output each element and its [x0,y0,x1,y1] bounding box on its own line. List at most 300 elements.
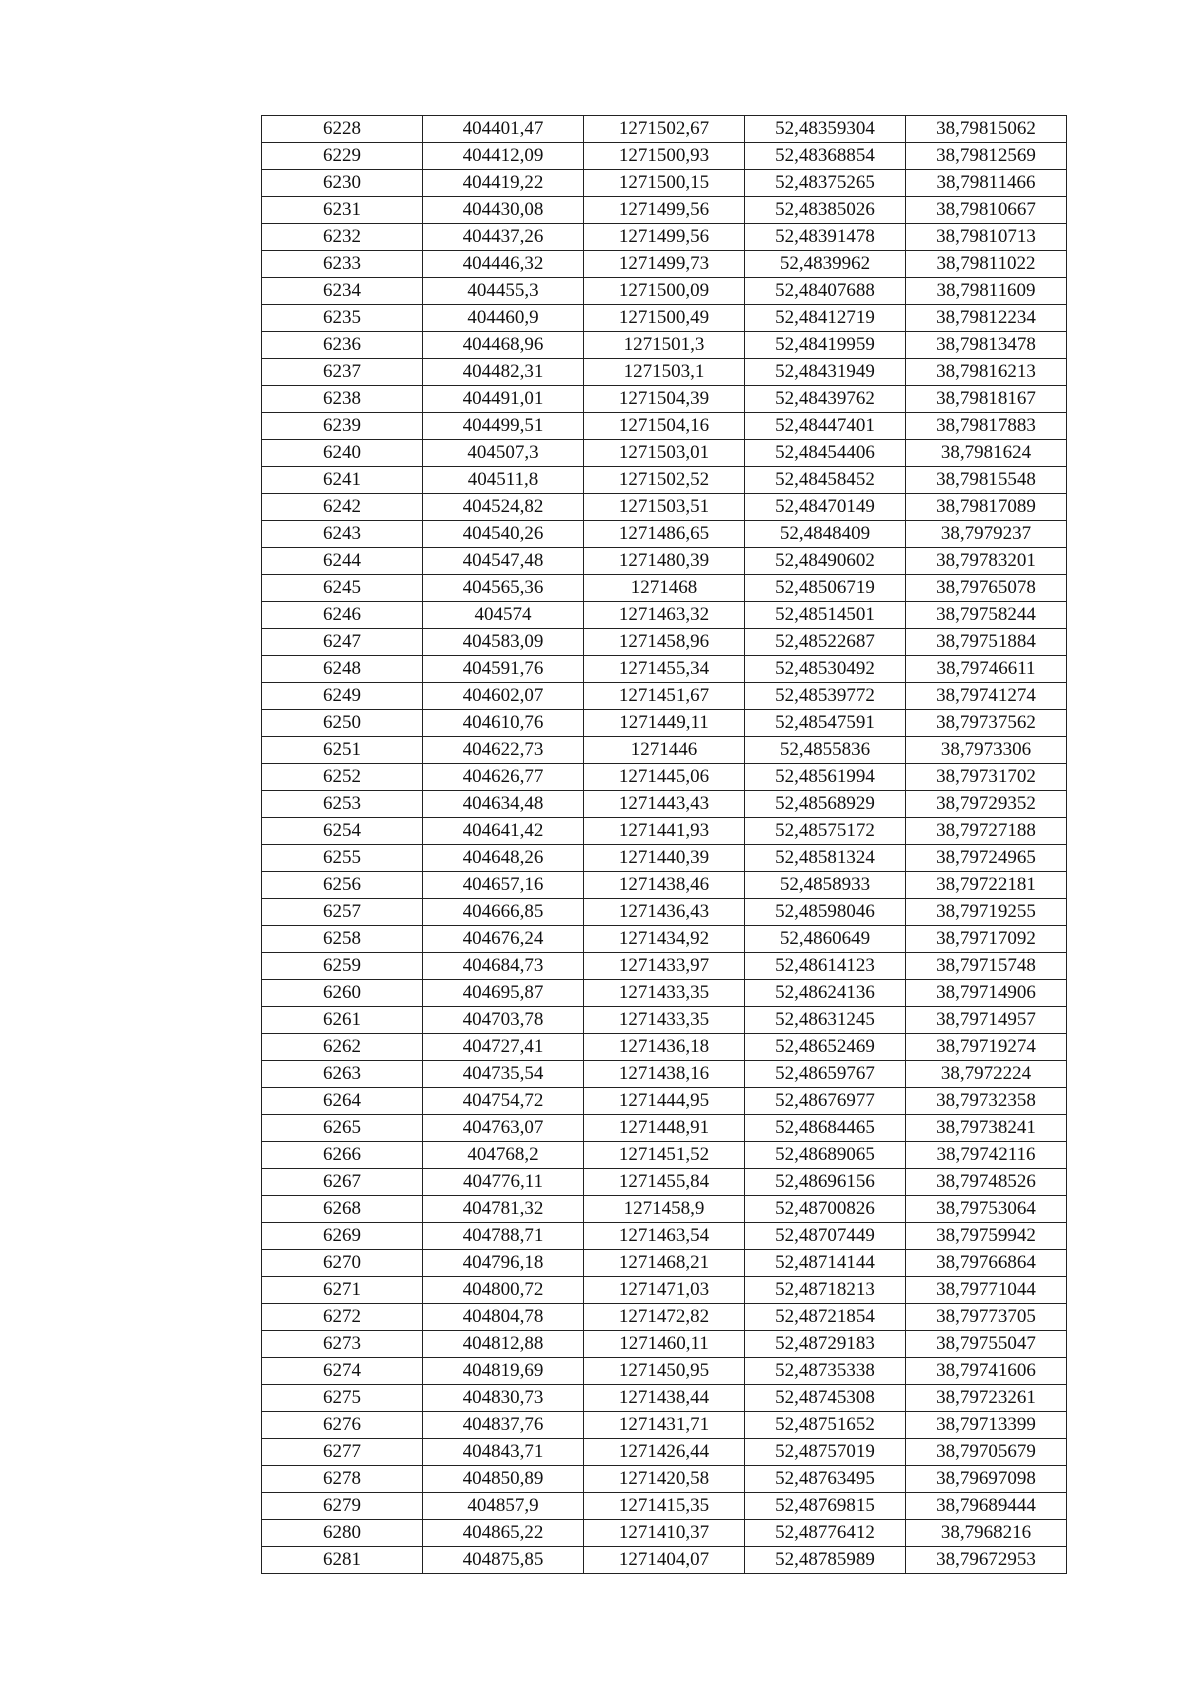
table-row [262,1034,1067,1061]
x-coordinate-cell: 404804,78 [423,1304,584,1331]
x-coordinate-cell: 404735,54 [423,1061,584,1088]
latitude-cell: 52,48676977 [745,1088,906,1115]
x-coordinate-cell: 404507,3 [423,440,584,467]
latitude-cell: 52,4860649 [745,926,906,953]
y-coordinate-cell: 1271480,39 [584,548,745,575]
latitude-cell: 52,48412719 [745,305,906,332]
x-coordinate-cell: 404583,09 [423,629,584,656]
longitude-cell: 38,79811022 [906,251,1067,278]
point-number-cell: 6248 [262,656,423,683]
point-number-cell: 6265 [262,1115,423,1142]
table-row [262,1061,1067,1088]
longitude-cell: 38,79729352 [906,791,1067,818]
latitude-cell: 52,48439762 [745,386,906,413]
table-row [262,764,1067,791]
x-coordinate-cell: 404763,07 [423,1115,584,1142]
table-row [262,1250,1067,1277]
longitude-cell: 38,79741606 [906,1358,1067,1385]
latitude-cell: 52,48385026 [745,197,906,224]
latitude-cell: 52,48696156 [745,1169,906,1196]
longitude-cell: 38,79758244 [906,602,1067,629]
x-coordinate-cell: 404430,08 [423,197,584,224]
table-row [262,1223,1067,1250]
latitude-cell: 52,48506719 [745,575,906,602]
point-number-cell: 6257 [262,899,423,926]
y-coordinate-cell: 1271433,35 [584,1007,745,1034]
table-row [262,1493,1067,1520]
latitude-cell: 52,48539772 [745,683,906,710]
table-row [262,1331,1067,1358]
x-coordinate-cell: 404412,09 [423,143,584,170]
x-coordinate-cell: 404754,72 [423,1088,584,1115]
x-coordinate-cell: 404695,87 [423,980,584,1007]
coordinates-table [261,115,1067,1574]
latitude-cell: 52,4848409 [745,521,906,548]
y-coordinate-cell: 1271460,11 [584,1331,745,1358]
table-row [262,224,1067,251]
latitude-cell: 52,48391478 [745,224,906,251]
point-number-cell: 6241 [262,467,423,494]
x-coordinate-cell: 404602,07 [423,683,584,710]
y-coordinate-cell: 1271502,67 [584,116,745,143]
x-coordinate-cell: 404622,73 [423,737,584,764]
point-number-cell: 6229 [262,143,423,170]
x-coordinate-cell: 404837,76 [423,1412,584,1439]
latitude-cell: 52,48735338 [745,1358,906,1385]
table-row [262,1088,1067,1115]
x-coordinate-cell: 404781,32 [423,1196,584,1223]
point-number-cell: 6258 [262,926,423,953]
longitude-cell: 38,79812234 [906,305,1067,332]
y-coordinate-cell: 1271451,67 [584,683,745,710]
table-row [262,899,1067,926]
table-row [262,1358,1067,1385]
x-coordinate-cell: 404768,2 [423,1142,584,1169]
x-coordinate-cell: 404648,26 [423,845,584,872]
y-coordinate-cell: 1271433,97 [584,953,745,980]
table-row [262,251,1067,278]
coordinates-table-body [262,116,1067,1574]
longitude-cell: 38,79771044 [906,1277,1067,1304]
point-number-cell: 6262 [262,1034,423,1061]
longitude-cell: 38,79714957 [906,1007,1067,1034]
table-row [262,602,1067,629]
longitude-cell: 38,79719255 [906,899,1067,926]
point-number-cell: 6259 [262,953,423,980]
x-coordinate-cell: 404499,51 [423,413,584,440]
table-row [262,737,1067,764]
y-coordinate-cell: 1271458,9 [584,1196,745,1223]
y-coordinate-cell: 1271438,46 [584,872,745,899]
table-row [262,1007,1067,1034]
longitude-cell: 38,79817883 [906,413,1067,440]
longitude-cell: 38,79727188 [906,818,1067,845]
latitude-cell: 52,48514501 [745,602,906,629]
latitude-cell: 52,48375265 [745,170,906,197]
table-row [262,1169,1067,1196]
y-coordinate-cell: 1271433,35 [584,980,745,1007]
y-coordinate-cell: 1271410,37 [584,1520,745,1547]
latitude-cell: 52,48447401 [745,413,906,440]
table-row [262,413,1067,440]
point-number-cell: 6249 [262,683,423,710]
longitude-cell: 38,79723261 [906,1385,1067,1412]
latitude-cell: 52,48530492 [745,656,906,683]
y-coordinate-cell: 1271451,52 [584,1142,745,1169]
x-coordinate-cell: 404565,36 [423,575,584,602]
x-coordinate-cell: 404446,32 [423,251,584,278]
latitude-cell: 52,48575172 [745,818,906,845]
latitude-cell: 52,48419959 [745,332,906,359]
longitude-cell: 38,79811466 [906,170,1067,197]
point-number-cell: 6272 [262,1304,423,1331]
point-number-cell: 6271 [262,1277,423,1304]
longitude-cell: 38,79741274 [906,683,1067,710]
x-coordinate-cell: 404819,69 [423,1358,584,1385]
x-coordinate-cell: 404540,26 [423,521,584,548]
x-coordinate-cell: 404468,96 [423,332,584,359]
y-coordinate-cell: 1271404,07 [584,1547,745,1574]
x-coordinate-cell: 404419,22 [423,170,584,197]
y-coordinate-cell: 1271471,03 [584,1277,745,1304]
longitude-cell: 38,79715748 [906,953,1067,980]
longitude-cell: 38,79751884 [906,629,1067,656]
longitude-cell: 38,79731702 [906,764,1067,791]
latitude-cell: 52,48785989 [745,1547,906,1574]
y-coordinate-cell: 1271500,15 [584,170,745,197]
point-number-cell: 6234 [262,278,423,305]
point-number-cell: 6273 [262,1331,423,1358]
longitude-cell: 38,79719274 [906,1034,1067,1061]
latitude-cell: 52,48368854 [745,143,906,170]
point-number-cell: 6250 [262,710,423,737]
longitude-cell: 38,79713399 [906,1412,1067,1439]
latitude-cell: 52,48454406 [745,440,906,467]
longitude-cell: 38,79817089 [906,494,1067,521]
point-number-cell: 6275 [262,1385,423,1412]
latitude-cell: 52,48659767 [745,1061,906,1088]
longitude-cell: 38,79689444 [906,1493,1067,1520]
y-coordinate-cell: 1271500,93 [584,143,745,170]
x-coordinate-cell: 404610,76 [423,710,584,737]
longitude-cell: 38,79732358 [906,1088,1067,1115]
latitude-cell: 52,48359304 [745,116,906,143]
x-coordinate-cell: 404657,16 [423,872,584,899]
y-coordinate-cell: 1271503,51 [584,494,745,521]
point-number-cell: 6276 [262,1412,423,1439]
y-coordinate-cell: 1271434,92 [584,926,745,953]
longitude-cell: 38,79816213 [906,359,1067,386]
y-coordinate-cell: 1271446 [584,737,745,764]
y-coordinate-cell: 1271436,18 [584,1034,745,1061]
latitude-cell: 52,4855836 [745,737,906,764]
x-coordinate-cell: 404634,48 [423,791,584,818]
x-coordinate-cell: 404812,88 [423,1331,584,1358]
latitude-cell: 52,48707449 [745,1223,906,1250]
x-coordinate-cell: 404511,8 [423,467,584,494]
longitude-cell: 38,79813478 [906,332,1067,359]
point-number-cell: 6277 [262,1439,423,1466]
table-row [262,1466,1067,1493]
point-number-cell: 6281 [262,1547,423,1574]
longitude-cell: 38,7968216 [906,1520,1067,1547]
longitude-cell: 38,79815548 [906,467,1067,494]
point-number-cell: 6238 [262,386,423,413]
point-number-cell: 6261 [262,1007,423,1034]
table-row [262,1439,1067,1466]
point-number-cell: 6279 [262,1493,423,1520]
x-coordinate-cell: 404727,41 [423,1034,584,1061]
table-row [262,953,1067,980]
point-number-cell: 6255 [262,845,423,872]
y-coordinate-cell: 1271455,34 [584,656,745,683]
table-row [262,359,1067,386]
point-number-cell: 6240 [262,440,423,467]
latitude-cell: 52,48769815 [745,1493,906,1520]
x-coordinate-cell: 404830,73 [423,1385,584,1412]
longitude-cell: 38,79759942 [906,1223,1067,1250]
longitude-cell: 38,79773705 [906,1304,1067,1331]
latitude-cell: 52,48581324 [745,845,906,872]
latitude-cell: 52,48751652 [745,1412,906,1439]
y-coordinate-cell: 1271448,91 [584,1115,745,1142]
point-number-cell: 6264 [262,1088,423,1115]
table-row [262,1385,1067,1412]
y-coordinate-cell: 1271449,11 [584,710,745,737]
point-number-cell: 6251 [262,737,423,764]
point-number-cell: 6270 [262,1250,423,1277]
y-coordinate-cell: 1271463,54 [584,1223,745,1250]
longitude-cell: 38,79697098 [906,1466,1067,1493]
longitude-cell: 38,79818167 [906,386,1067,413]
point-number-cell: 6239 [262,413,423,440]
latitude-cell: 52,48568929 [745,791,906,818]
latitude-cell: 52,48718213 [745,1277,906,1304]
latitude-cell: 52,48631245 [745,1007,906,1034]
y-coordinate-cell: 1271436,43 [584,899,745,926]
table-row [262,1520,1067,1547]
table-row [262,656,1067,683]
table-row [262,548,1067,575]
y-coordinate-cell: 1271503,01 [584,440,745,467]
x-coordinate-cell: 404843,71 [423,1439,584,1466]
y-coordinate-cell: 1271500,49 [584,305,745,332]
y-coordinate-cell: 1271501,3 [584,332,745,359]
y-coordinate-cell: 1271463,32 [584,602,745,629]
latitude-cell: 52,48763495 [745,1466,906,1493]
x-coordinate-cell: 404626,77 [423,764,584,791]
x-coordinate-cell: 404857,9 [423,1493,584,1520]
table-row [262,818,1067,845]
table-row [262,1547,1067,1574]
longitude-cell: 38,79783201 [906,548,1067,575]
point-number-cell: 6252 [262,764,423,791]
longitude-cell: 38,79738241 [906,1115,1067,1142]
y-coordinate-cell: 1271503,1 [584,359,745,386]
point-number-cell: 6244 [262,548,423,575]
table-row [262,872,1067,899]
longitude-cell: 38,79737562 [906,710,1067,737]
y-coordinate-cell: 1271458,96 [584,629,745,656]
table-row [262,845,1067,872]
point-number-cell: 6268 [262,1196,423,1223]
y-coordinate-cell: 1271443,43 [584,791,745,818]
table-row [262,710,1067,737]
latitude-cell: 52,48624136 [745,980,906,1007]
x-coordinate-cell: 404666,85 [423,899,584,926]
longitude-cell: 38,79714906 [906,980,1067,1007]
point-number-cell: 6269 [262,1223,423,1250]
longitude-cell: 38,79810713 [906,224,1067,251]
point-number-cell: 6228 [262,116,423,143]
longitude-cell: 38,79766864 [906,1250,1067,1277]
latitude-cell: 52,48522687 [745,629,906,656]
point-number-cell: 6231 [262,197,423,224]
table-row [262,1142,1067,1169]
x-coordinate-cell: 404684,73 [423,953,584,980]
latitude-cell: 52,48598046 [745,899,906,926]
latitude-cell: 52,48490602 [745,548,906,575]
x-coordinate-cell: 404574 [423,602,584,629]
table-row [262,683,1067,710]
table-row [262,386,1067,413]
point-number-cell: 6256 [262,872,423,899]
x-coordinate-cell: 404788,71 [423,1223,584,1250]
table-row [262,1304,1067,1331]
table-row [262,1412,1067,1439]
x-coordinate-cell: 404437,26 [423,224,584,251]
table-row [262,170,1067,197]
y-coordinate-cell: 1271438,16 [584,1061,745,1088]
latitude-cell: 52,48721854 [745,1304,906,1331]
latitude-cell: 52,48729183 [745,1331,906,1358]
point-number-cell: 6233 [262,251,423,278]
latitude-cell: 52,48684465 [745,1115,906,1142]
x-coordinate-cell: 404524,82 [423,494,584,521]
table-row [262,1196,1067,1223]
x-coordinate-cell: 404482,31 [423,359,584,386]
latitude-cell: 52,48614123 [745,953,906,980]
x-coordinate-cell: 404491,01 [423,386,584,413]
y-coordinate-cell: 1271426,44 [584,1439,745,1466]
y-coordinate-cell: 1271472,82 [584,1304,745,1331]
y-coordinate-cell: 1271445,06 [584,764,745,791]
longitude-cell: 38,79812569 [906,143,1067,170]
table-row [262,926,1067,953]
x-coordinate-cell: 404641,42 [423,818,584,845]
longitude-cell: 38,79722181 [906,872,1067,899]
longitude-cell: 38,79717092 [906,926,1067,953]
table-row [262,305,1067,332]
point-number-cell: 6253 [262,791,423,818]
point-number-cell: 6247 [262,629,423,656]
table-row [262,278,1067,305]
x-coordinate-cell: 404796,18 [423,1250,584,1277]
latitude-cell: 52,48689065 [745,1142,906,1169]
table-row [262,1115,1067,1142]
y-coordinate-cell: 1271500,09 [584,278,745,305]
y-coordinate-cell: 1271468,21 [584,1250,745,1277]
y-coordinate-cell: 1271444,95 [584,1088,745,1115]
latitude-cell: 52,48561994 [745,764,906,791]
longitude-cell: 38,79746611 [906,656,1067,683]
longitude-cell: 38,79705679 [906,1439,1067,1466]
table-row [262,440,1067,467]
longitude-cell: 38,79724965 [906,845,1067,872]
latitude-cell: 52,48700826 [745,1196,906,1223]
y-coordinate-cell: 1271420,58 [584,1466,745,1493]
table-row [262,1277,1067,1304]
longitude-cell: 38,79753064 [906,1196,1067,1223]
point-number-cell: 6245 [262,575,423,602]
point-number-cell: 6232 [262,224,423,251]
y-coordinate-cell: 1271504,39 [584,386,745,413]
longitude-cell: 38,7972224 [906,1061,1067,1088]
y-coordinate-cell: 1271468 [584,575,745,602]
x-coordinate-cell: 404547,48 [423,548,584,575]
latitude-cell: 52,48745308 [745,1385,906,1412]
x-coordinate-cell: 404676,24 [423,926,584,953]
longitude-cell: 38,7981624 [906,440,1067,467]
latitude-cell: 52,48547591 [745,710,906,737]
latitude-cell: 52,4858933 [745,872,906,899]
y-coordinate-cell: 1271455,84 [584,1169,745,1196]
x-coordinate-cell: 404455,3 [423,278,584,305]
x-coordinate-cell: 404875,85 [423,1547,584,1574]
table-row [262,197,1067,224]
table-row [262,791,1067,818]
longitude-cell: 38,79765078 [906,575,1067,602]
point-number-cell: 6263 [262,1061,423,1088]
longitude-cell: 38,79810667 [906,197,1067,224]
point-number-cell: 6280 [262,1520,423,1547]
y-coordinate-cell: 1271441,93 [584,818,745,845]
table-row [262,494,1067,521]
y-coordinate-cell: 1271504,16 [584,413,745,440]
x-coordinate-cell: 404865,22 [423,1520,584,1547]
latitude-cell: 52,48431949 [745,359,906,386]
point-number-cell: 6266 [262,1142,423,1169]
table-row [262,980,1067,1007]
table-row [262,116,1067,143]
table-row [262,143,1067,170]
point-number-cell: 6243 [262,521,423,548]
point-number-cell: 6254 [262,818,423,845]
latitude-cell: 52,48714144 [745,1250,906,1277]
latitude-cell: 52,48652469 [745,1034,906,1061]
latitude-cell: 52,48757019 [745,1439,906,1466]
y-coordinate-cell: 1271502,52 [584,467,745,494]
point-number-cell: 6260 [262,980,423,1007]
latitude-cell: 52,48458452 [745,467,906,494]
point-number-cell: 6237 [262,359,423,386]
latitude-cell: 52,4839962 [745,251,906,278]
point-number-cell: 6274 [262,1358,423,1385]
table-row [262,521,1067,548]
x-coordinate-cell: 404460,9 [423,305,584,332]
longitude-cell: 38,7973306 [906,737,1067,764]
table-row [262,629,1067,656]
y-coordinate-cell: 1271431,71 [584,1412,745,1439]
point-number-cell: 6267 [262,1169,423,1196]
y-coordinate-cell: 1271499,56 [584,197,745,224]
point-number-cell: 6242 [262,494,423,521]
point-number-cell: 6278 [262,1466,423,1493]
x-coordinate-cell: 404591,76 [423,656,584,683]
y-coordinate-cell: 1271415,35 [584,1493,745,1520]
table-row [262,332,1067,359]
y-coordinate-cell: 1271499,56 [584,224,745,251]
